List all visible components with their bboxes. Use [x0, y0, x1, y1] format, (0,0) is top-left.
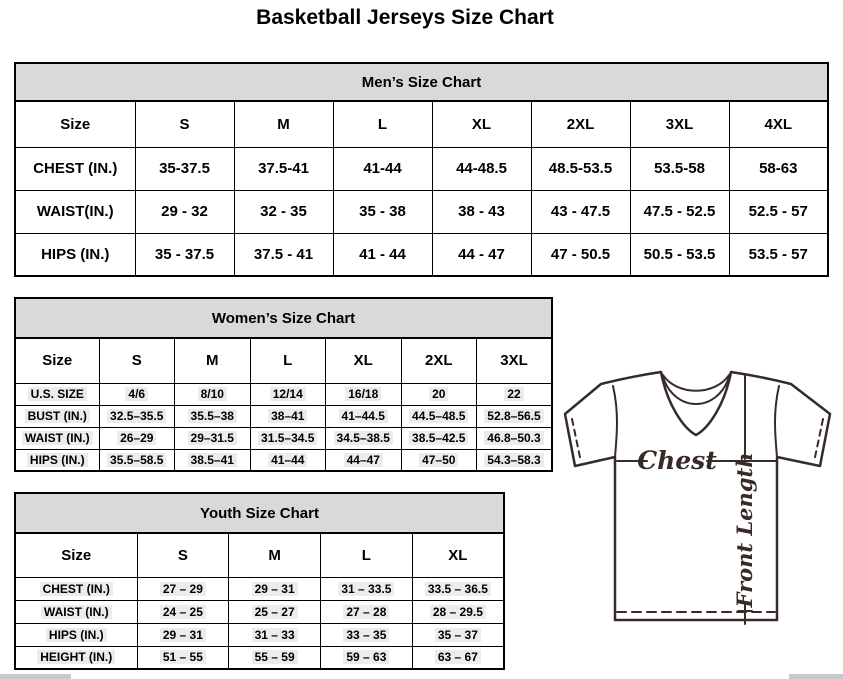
youth-table-title: Youth Size Chart	[15, 493, 504, 533]
cell	[99, 449, 175, 471]
col-header: 2XL	[531, 101, 630, 147]
col-header: XL	[432, 101, 531, 147]
cell-value: 54.3–58.3	[484, 453, 543, 467]
cell-value: 24 – 25	[160, 605, 206, 619]
cell-value: 29 – 31	[252, 582, 298, 596]
cell-value: 12/14	[270, 387, 306, 401]
row-label-text: WAIST (IN.)	[22, 431, 93, 445]
col-header: S	[137, 533, 229, 577]
cell-value: 55 – 59	[252, 650, 298, 664]
cell-value: 47–50	[419, 453, 458, 467]
cell-value: 31 – 33.5	[338, 582, 394, 596]
cell	[321, 600, 413, 623]
cell: 47 - 50.5	[531, 233, 630, 276]
cell	[229, 577, 321, 600]
cell-value: 59 – 63	[343, 650, 389, 664]
cell	[401, 427, 477, 449]
col-header: L	[333, 101, 432, 147]
collar-rib-lines	[662, 374, 730, 404]
cell-value: 51 – 55	[160, 650, 206, 664]
cell: 53.5 - 57	[729, 233, 828, 276]
col-header-size: Size	[15, 533, 137, 577]
col-header: 3XL	[630, 101, 729, 147]
cell	[321, 623, 413, 646]
row-label	[15, 383, 99, 405]
cell: 44 - 47	[432, 233, 531, 276]
cell	[99, 405, 175, 427]
cell	[229, 600, 321, 623]
row-label	[15, 600, 137, 623]
cell: 38 - 43	[432, 190, 531, 233]
cell: 35-37.5	[135, 147, 234, 190]
cell-value: 41–44.5	[339, 409, 388, 423]
cell-value: 25 – 27	[252, 605, 298, 619]
cell: 29 - 32	[135, 190, 234, 233]
cell	[412, 600, 504, 623]
cell-value: 52.8–56.5	[484, 409, 543, 423]
cell-value: 44–47	[344, 453, 383, 467]
col-header: S	[135, 101, 234, 147]
cell	[99, 383, 175, 405]
page-title: Basketball Jerseys Size Chart	[256, 6, 554, 29]
cell	[412, 646, 504, 669]
cell	[401, 449, 477, 471]
cell: 35 - 38	[333, 190, 432, 233]
front-length-label: Front Length	[732, 452, 757, 608]
jersey-outline	[565, 372, 830, 620]
table-row	[15, 623, 504, 646]
cell: 52.5 - 57	[729, 190, 828, 233]
table-row	[15, 233, 828, 276]
table-row	[15, 449, 552, 471]
header-row	[15, 101, 828, 147]
row-label: CHEST (IN.)	[15, 147, 135, 190]
row-label: WAIST(IN.)	[15, 190, 135, 233]
cell-value: 27 – 29	[160, 582, 206, 596]
row-label	[15, 646, 137, 669]
cell-value: 46.8–50.3	[484, 431, 543, 445]
cell	[326, 383, 402, 405]
cell	[175, 383, 251, 405]
row-label: HIPS (IN.)	[15, 233, 135, 276]
cell-value: 44.5–48.5	[409, 409, 468, 423]
cell	[321, 577, 413, 600]
col-header: 4XL	[729, 101, 828, 147]
cell	[250, 449, 326, 471]
table-row	[15, 405, 552, 427]
cell	[326, 449, 402, 471]
cell	[175, 449, 251, 471]
cell	[250, 383, 326, 405]
col-header: XL	[412, 533, 504, 577]
cell-value: 8/10	[198, 387, 227, 401]
table-row	[15, 147, 828, 190]
cell-value: 32.5–35.5	[107, 409, 166, 423]
table-title-row	[15, 493, 504, 533]
cell: 41 - 44	[333, 233, 432, 276]
cell	[137, 646, 229, 669]
table-row	[15, 383, 552, 405]
row-label	[15, 577, 137, 600]
cell	[137, 577, 229, 600]
cell-value: 63 – 67	[435, 650, 481, 664]
row-label	[15, 623, 137, 646]
cell: 58-63	[729, 147, 828, 190]
cell-value: 4/6	[125, 387, 148, 401]
cell: 44-48.5	[432, 147, 531, 190]
chest-label: Chest	[637, 446, 717, 475]
cell	[412, 623, 504, 646]
row-label-text: U.S. SIZE	[28, 387, 87, 401]
cell	[477, 427, 553, 449]
cell	[175, 427, 251, 449]
header-row	[15, 338, 552, 383]
row-label	[15, 427, 99, 449]
cell	[477, 449, 553, 471]
cell-value: 38.5–42.5	[409, 431, 468, 445]
cell: 37.5-41	[234, 147, 333, 190]
cell: 48.5-53.5	[531, 147, 630, 190]
cell	[250, 427, 326, 449]
cell	[229, 623, 321, 646]
table-row	[15, 427, 552, 449]
cell-value: 27 – 28	[343, 605, 389, 619]
womens-size-table	[14, 297, 553, 472]
cell-value: 16/18	[345, 387, 381, 401]
cell	[137, 623, 229, 646]
horizontal-scrollbar-fragment[interactable]	[789, 674, 843, 679]
row-label-text: HIPS (IN.)	[27, 453, 88, 467]
horizontal-scrollbar-thumb[interactable]	[0, 674, 71, 679]
cell-value: 35.5–38	[188, 409, 237, 423]
cell	[321, 646, 413, 669]
cell	[477, 383, 553, 405]
cell-value: 38–41	[268, 409, 307, 423]
cell-value: 29–31.5	[188, 431, 237, 445]
table-row	[15, 646, 504, 669]
cell-value: 20	[429, 387, 448, 401]
cell: 32 - 35	[234, 190, 333, 233]
cell-value: 31.5–34.5	[258, 431, 317, 445]
cell	[229, 646, 321, 669]
col-header: L	[321, 533, 413, 577]
womens-table-title: Women’s Size Chart	[15, 298, 552, 338]
header-row	[15, 533, 504, 577]
cell-value: 38.5–41	[188, 453, 237, 467]
row-label-text: WAIST (IN.)	[41, 605, 112, 619]
jersey-diagram	[555, 362, 840, 632]
cell	[401, 383, 477, 405]
col-header: M	[229, 533, 321, 577]
mens-table-title: Men’s Size Chart	[15, 63, 828, 101]
col-header-size: Size	[15, 101, 135, 147]
cell-value: 28 – 29.5	[430, 605, 486, 619]
cell-value: 35 – 37	[435, 628, 481, 642]
cell	[175, 405, 251, 427]
cell-value: 35.5–58.5	[107, 453, 166, 467]
cell: 41-44	[333, 147, 432, 190]
row-label	[15, 449, 99, 471]
row-label-text: HEIGHT (IN.)	[37, 650, 115, 664]
cell: 35 - 37.5	[135, 233, 234, 276]
cell-value: 26–29	[117, 431, 156, 445]
table-title-row	[15, 63, 828, 101]
row-label-text: CHEST (IN.)	[40, 582, 113, 596]
cell: 37.5 - 41	[234, 233, 333, 276]
cell-value: 41–44	[268, 453, 307, 467]
row-label-text: HIPS (IN.)	[46, 628, 107, 642]
cell-value: 29 – 31	[160, 628, 206, 642]
col-header: M	[175, 338, 251, 383]
cell	[137, 600, 229, 623]
col-header: 3XL	[477, 338, 553, 383]
col-header: 2XL	[401, 338, 477, 383]
table-row	[15, 600, 504, 623]
row-label-text: BUST (IN.)	[25, 409, 90, 423]
cell	[401, 405, 477, 427]
cell: 43 - 47.5	[531, 190, 630, 233]
cell-value: 33.5 – 36.5	[425, 582, 491, 596]
row-label	[15, 405, 99, 427]
cell: 53.5-58	[630, 147, 729, 190]
cell: 50.5 - 53.5	[630, 233, 729, 276]
col-header: S	[99, 338, 175, 383]
cell	[326, 427, 402, 449]
cell	[99, 427, 175, 449]
col-header: XL	[326, 338, 402, 383]
table-title-row	[15, 298, 552, 338]
cell: 47.5 - 52.5	[630, 190, 729, 233]
mens-size-table	[14, 62, 829, 277]
col-header: L	[250, 338, 326, 383]
cell	[250, 405, 326, 427]
cell-value: 33 – 35	[343, 628, 389, 642]
cell	[412, 577, 504, 600]
table-row	[15, 577, 504, 600]
col-header: M	[234, 101, 333, 147]
cell-value: 34.5–38.5	[334, 431, 393, 445]
cell-value: 22	[504, 387, 523, 401]
cell-value: 31 – 33	[252, 628, 298, 642]
cell	[326, 405, 402, 427]
youth-size-table	[14, 492, 505, 670]
cell	[477, 405, 553, 427]
col-header-size: Size	[15, 338, 99, 383]
table-row	[15, 190, 828, 233]
